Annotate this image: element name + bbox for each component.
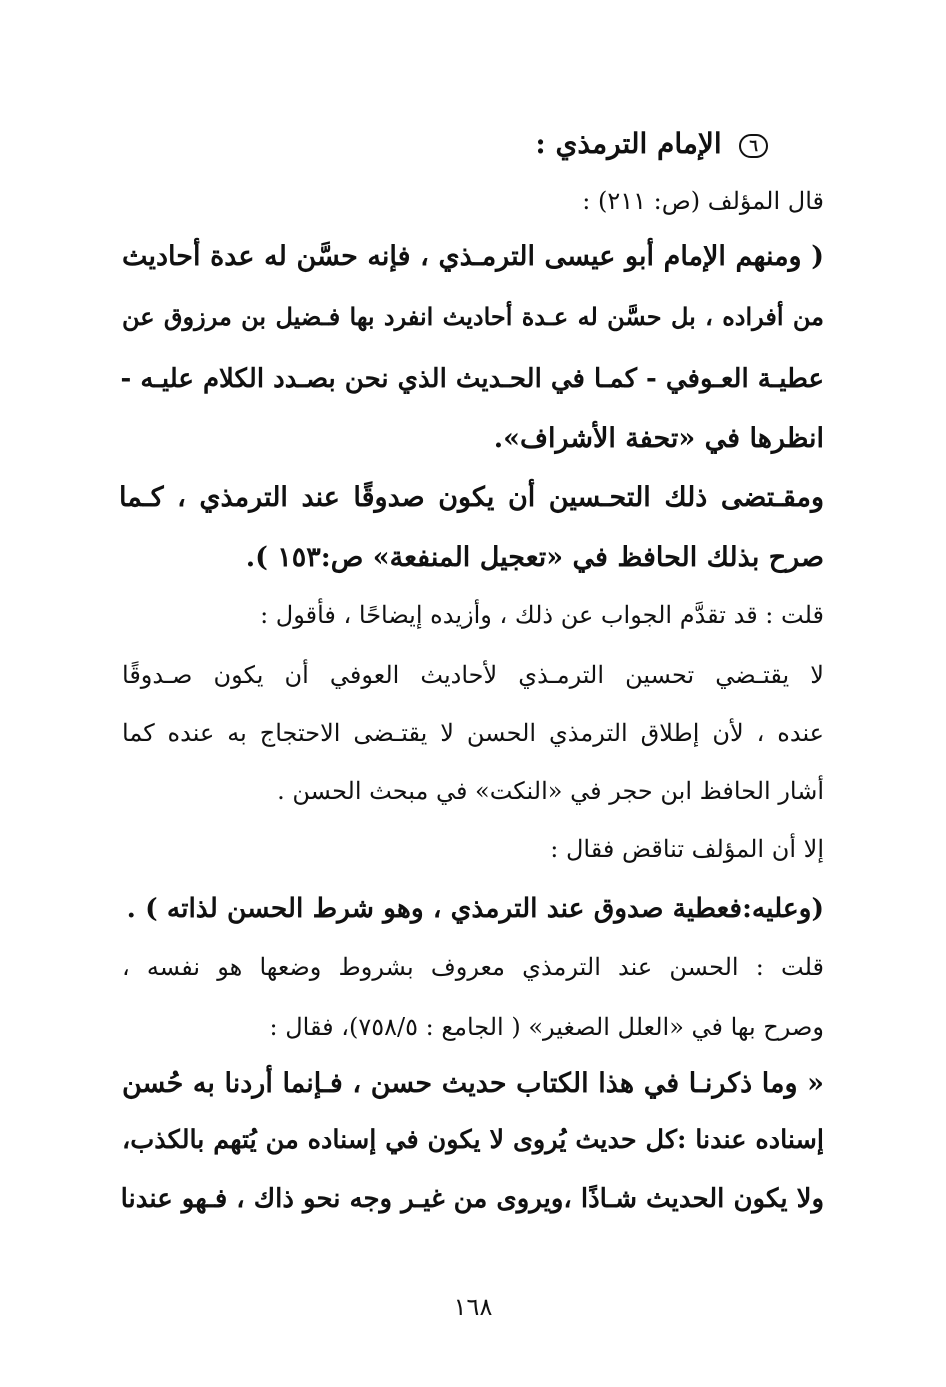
text-line: « وما ذكرنـا في هذا الكتاب حديث حسن ، فـإنما أردنا به حُسن [122,1068,824,1099]
section-heading [535,127,768,160]
text-line: لا يقتـضي تحسين الترمـذي لأحاديث العوفي أن يكون صـدوقًا [122,661,824,689]
text-line: ( ومنهم الإمام أبو عيسى الترمـذي ، فإنه حسَّن له عدة أحاديث [122,241,824,272]
text-line: عطيـة العـوفي - كمـا في الحـديث الذي نحن بصـدد الكلام عليـه - [120,364,824,394]
text-line: إسناده عندنا :كل حديث يُروى لا يكون في إسناده من يُتهم بالكذب، [122,1125,824,1155]
text-line: ولا يكون الحديث شـاذًا ،ويروى من غيـر وجه نحو ذاك ، فـهو عندنا [120,1184,824,1214]
text-line: إلا أن المؤلف تناقض فقال : [550,835,824,863]
text-line: (وعليه:فعطية صدوق عند الترمذي ، وهو شرط الحسن لذاته ) . [126,893,824,924]
section-title: الإمام الترمذي : [535,127,722,160]
text-line: قلت : الحسن عند الترمذي معروف بشروط وضعها هو نفسه ، [122,953,824,981]
page-number: ١٦٨ [453,1293,493,1321]
text-line: صرح بذلك الحافظ في «تعجيل المنفعة» ص:١٥٣ ). [245,542,824,573]
text-line: انظرها في «تحفة الأشراف». [493,423,824,454]
text-line: وصرح بها في «العلل الصغير» ( الجامع : ٧٥٨/٥)، فقال : [269,1013,824,1041]
text-line: قال المؤلف (ص: ٢١١) : [582,187,824,215]
text-line: أشار الحافظ ابن حجر في «النكت» في مبحث الحسن . [277,777,824,805]
text-line: عنده ، لأن إطلاق الترمذي الحسن لا يقتـضى الاحتجاج به عنده كما [122,719,824,747]
text-line: من أفراده ، بل حسَّن له عـدة أحاديث انفرد بها فـضيل بن مرزوق عن [122,302,824,331]
text-line: ومقـتضى ذلك التحـسين أن يكون صدوقًا عند الترمذي ، كـما [119,482,824,513]
text-line: قلت : قد تقدَّم الجواب عن ذلك ، وأزيده إيضاحًا ، فأقول : [260,601,824,629]
section-number-badge: ٦ [739,134,768,158]
